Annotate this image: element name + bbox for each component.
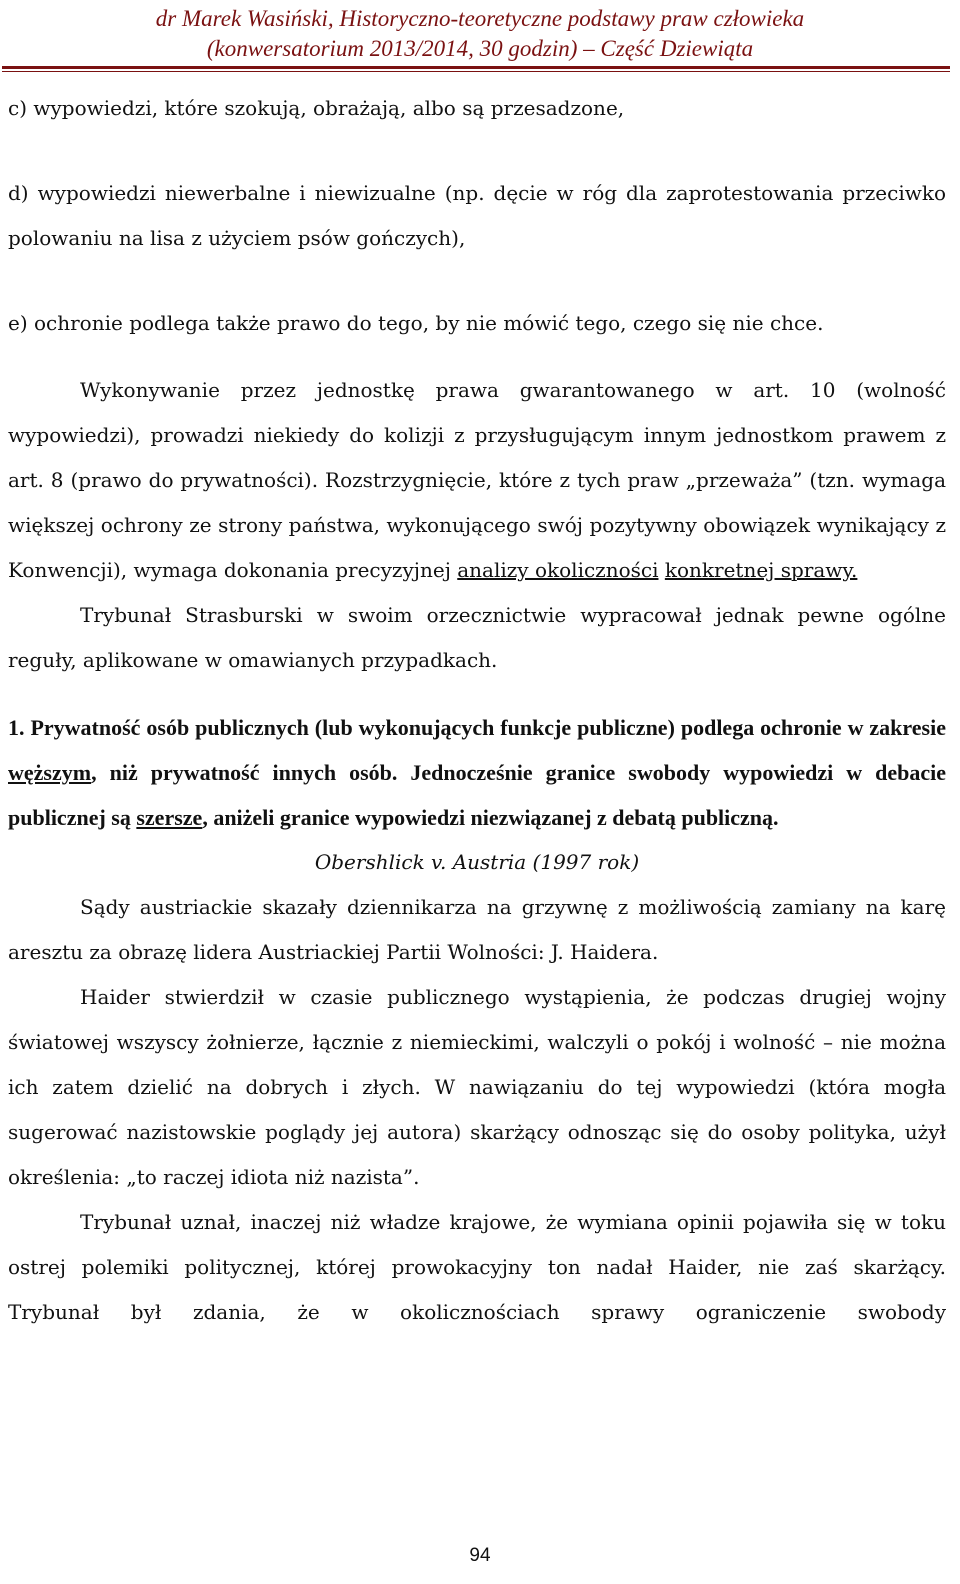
underlined-wider: szersze [136,805,203,830]
header-course-info: (konwersatorium 2013/2014, 30 godzin) – Część Dziewiąta [206,36,754,61]
header-rule-thick [2,66,950,69]
page-number: 94 [469,1545,491,1566]
page-content [8,86,946,1335]
list-item-e: e) ochronie podlega także prawo do tego, by nie mówić tego, czego się nie chce. [8,311,824,335]
list-item-d: d) wypowiedzi niewerbalne i niewizualne (np. dęcie w róg dla zaprotestowania przeciwko polowaniu na lisa z użyciem psów gończych), [8,181,946,250]
underlined-narrower: węższym [8,760,92,785]
underlined-case: konkretnej sprawy. [664,558,858,582]
case-paragraph-2: Haider stwierdził w czasie publicznego wystąpienia, że podczas drugiej wojny światowej wszyscy żołnierze, łącznie z niemieckimi, walczyli o pokój i wolność – nie można ich zatem dzielić na dobrych i złych. W nawiązaniu do tej wypowiedzi (która mogła sugerować nazistowskie poglądy jej autora) skarżący odnosząc się do osoby polityka, użył określenia: „to raczej idiota niż nazista”. [8,985,946,1189]
case-paragraph-3: Trybunał uznał, inaczej niż władze krajowe, że wymiana opinii pojawiła się w toku ostrej polemiki politycznej, której prowokacyjny ton nadał Haider, nie zaś skarżący. Trybunał był zdania, że w okolicznościach sprawy ograniczenie swobody [8,1210,946,1324]
page-header [0,0,960,76]
case-paragraph-1: Sądy austriackie skazały dziennikarza na grzywnę z możliwością zamiany na karę aresztu za obrazę lidera Austriackiej Partii Wolności: J. Haidera. [8,895,946,964]
paragraph-collision-text: Wykonywanie przez jednostkę prawa gwarantowanego w art. 10 (wolność wypowiedzi), prowadzi niekiedy do kolizji z przysługującym innym jednostkom prawem z art. 8 (prawo do prywatności). Rozstrzygnięcie, które z tych praw „przeważa” (tzn. wymaga większej ochrony ze strony państwa, wykonującego swój pozytywny obowiązek wynikający z Konwencji), wymaga dokonania precyzyjnej [8,378,946,582]
rule-1: 1. Prywatność osób publicznych (lub wykonujących funkcje publiczne) podlega ochronie w zakresie węższym, niż prywatność innych osób. Jednocześnie granice swobody wypowiedzi w debacie publicznej są szersze, aniżeli granice wypowiedzi niezwiązanej z debatą publiczną. [8,715,946,830]
header-author-title: dr Marek Wasiński, Historyczno-teoretyczne podstawy praw człowieka [155,6,805,31]
underlined-analysis: analizy okoliczności [457,558,659,582]
paragraph-rules: Trybunał Strasburski w swoim orzecznictwie wypracował jednak pewne ogólne reguły, aplikowane w omawianych przypadkach. [8,603,946,672]
header-rule-thin [2,71,950,72]
case-title: Obershlick v. Austria (1997 rok) [314,850,640,874]
list-item-c: c) wypowiedzi, które szokują, obrażają, albo są przesadzone, [8,96,625,120]
paragraph-collision [8,368,946,593]
